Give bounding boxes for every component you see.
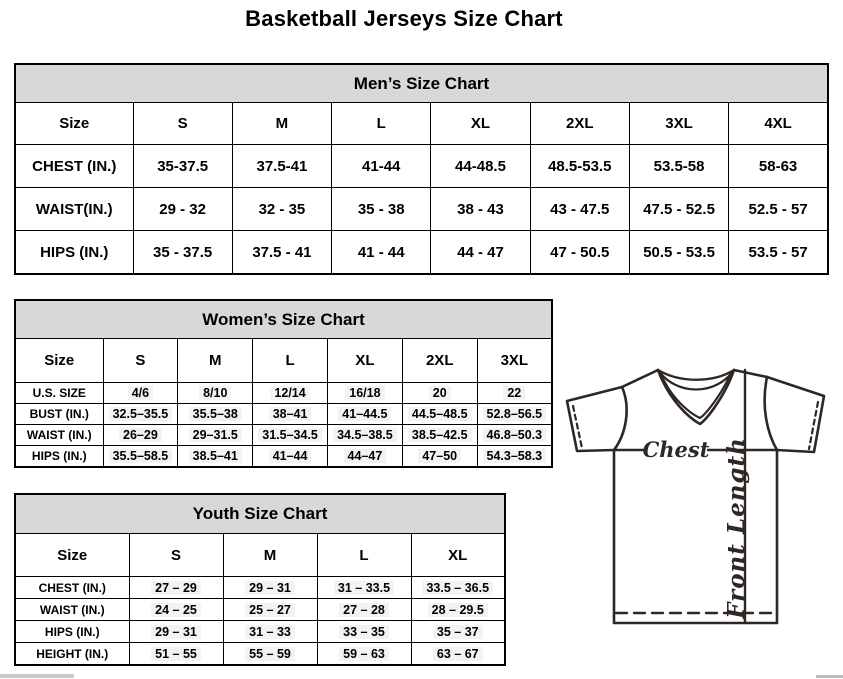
measure-row-label: CHEST (IN.) <box>15 145 133 188</box>
mens-size-chart-table <box>14 63 829 275</box>
jersey-collar-arc-1 <box>658 370 734 380</box>
size-column-header: L <box>332 103 431 145</box>
size-value-cell: 31 – 33 <box>223 621 317 643</box>
size-value-cell: 47.5 - 52.5 <box>629 188 728 231</box>
size-value-cell: 44-48.5 <box>431 145 530 188</box>
size-column-header: M <box>178 339 253 383</box>
measure-row-label: HIPS (IN.) <box>15 446 103 468</box>
size-value-cell: 29–31.5 <box>178 425 253 446</box>
size-column-header: M <box>232 103 331 145</box>
size-column-header: XL <box>327 339 402 383</box>
measure-row-label: WAIST (IN.) <box>15 599 129 621</box>
size-value-cell: 35 - 37.5 <box>133 231 232 275</box>
size-value-cell: 37.5 - 41 <box>232 231 331 275</box>
measure-row-label: HEIGHT (IN.) <box>15 643 129 666</box>
size-value-cell: 41–44 <box>253 446 328 468</box>
size-corner-label: Size <box>15 103 133 145</box>
size-value-cell: 44.5–48.5 <box>402 404 477 425</box>
size-value-cell: 48.5-53.5 <box>530 145 629 188</box>
size-value-cell: 28 – 29.5 <box>411 599 505 621</box>
table-title: Men’s Size Chart <box>15 64 828 103</box>
size-value-cell: 44–47 <box>327 446 402 468</box>
size-column-header: 2XL <box>402 339 477 383</box>
size-value-cell: 27 – 29 <box>129 577 223 599</box>
scrollbar-fragment-right[interactable] <box>816 675 843 678</box>
size-column-header: 3XL <box>629 103 728 145</box>
size-value-cell: 58-63 <box>729 145 828 188</box>
measure-row-label: WAIST (IN.) <box>15 425 103 446</box>
size-value-cell: 12/14 <box>253 383 328 404</box>
measure-row-label: BUST (IN.) <box>15 404 103 425</box>
size-value-cell: 22 <box>477 383 552 404</box>
womens-size-chart-table <box>14 299 553 468</box>
size-value-cell: 33 – 35 <box>317 621 411 643</box>
size-value-cell: 4/6 <box>103 383 178 404</box>
size-value-cell: 38–41 <box>253 404 328 425</box>
jersey-measurement-diagram <box>558 358 843 643</box>
size-value-cell: 47–50 <box>402 446 477 468</box>
size-value-cell: 41 - 44 <box>332 231 431 275</box>
size-column-header: L <box>317 534 411 577</box>
jersey-right-shoulder <box>734 370 767 377</box>
size-value-cell: 41-44 <box>332 145 431 188</box>
measure-row-label: WAIST(IN.) <box>15 188 133 231</box>
measure-row-label: HIPS (IN.) <box>15 231 133 275</box>
measure-row-label: CHEST (IN.) <box>15 577 129 599</box>
size-value-cell: 44 - 47 <box>431 231 530 275</box>
front-length-label: Front Length <box>723 437 750 619</box>
size-corner-label: Size <box>15 534 129 577</box>
size-value-cell: 37.5-41 <box>232 145 331 188</box>
size-value-cell: 55 – 59 <box>223 643 317 666</box>
size-value-cell: 26–29 <box>103 425 178 446</box>
size-value-cell: 29 - 32 <box>133 188 232 231</box>
table-title: Youth Size Chart <box>15 494 505 534</box>
size-corner-label: Size <box>15 339 103 383</box>
size-value-cell: 53.5 - 57 <box>729 231 828 275</box>
size-value-cell: 16/18 <box>327 383 402 404</box>
size-value-cell: 47 - 50.5 <box>530 231 629 275</box>
size-value-cell: 35.5–58.5 <box>103 446 178 468</box>
size-value-cell: 32.5–35.5 <box>103 404 178 425</box>
size-value-cell: 31 – 33.5 <box>317 577 411 599</box>
size-value-cell: 54.3–58.3 <box>477 446 552 468</box>
page-title: Basketball Jerseys Size Chart <box>245 6 563 31</box>
size-column-header: S <box>129 534 223 577</box>
size-value-cell: 8/10 <box>178 383 253 404</box>
jersey-body-outline <box>614 450 777 623</box>
size-value-cell: 20 <box>402 383 477 404</box>
size-value-cell: 29 – 31 <box>129 621 223 643</box>
size-value-cell: 35 – 37 <box>411 621 505 643</box>
size-value-cell: 43 - 47.5 <box>530 188 629 231</box>
size-column-header: L <box>253 339 328 383</box>
table-title: Women’s Size Chart <box>15 300 552 339</box>
size-column-header: 2XL <box>530 103 629 145</box>
size-column-header: 4XL <box>729 103 828 145</box>
size-value-cell: 51 – 55 <box>129 643 223 666</box>
size-value-cell: 32 - 35 <box>232 188 331 231</box>
size-value-cell: 24 – 25 <box>129 599 223 621</box>
size-value-cell: 29 – 31 <box>223 577 317 599</box>
size-column-header: M <box>223 534 317 577</box>
size-value-cell: 50.5 - 53.5 <box>629 231 728 275</box>
size-value-cell: 59 – 63 <box>317 643 411 666</box>
size-column-header: 3XL <box>477 339 552 383</box>
size-value-cell: 34.5–38.5 <box>327 425 402 446</box>
size-value-cell: 52.5 - 57 <box>729 188 828 231</box>
size-value-cell: 41–44.5 <box>327 404 402 425</box>
scrollbar-fragment-left[interactable] <box>0 674 74 678</box>
youth-size-chart-table <box>14 493 506 666</box>
jersey-right-sleeve-seam <box>765 377 777 450</box>
size-value-cell: 53.5-58 <box>629 145 728 188</box>
size-value-cell: 46.8–50.3 <box>477 425 552 446</box>
size-value-cell: 27 – 28 <box>317 599 411 621</box>
size-value-cell: 25 – 27 <box>223 599 317 621</box>
size-value-cell: 31.5–34.5 <box>253 425 328 446</box>
measure-row-label: HIPS (IN.) <box>15 621 129 643</box>
size-column-header: XL <box>411 534 505 577</box>
size-column-header: XL <box>431 103 530 145</box>
size-value-cell: 63 – 67 <box>411 643 505 666</box>
size-value-cell: 35 - 38 <box>332 188 431 231</box>
jersey-left-sleeve-seam <box>614 387 627 450</box>
size-value-cell: 35.5–38 <box>178 404 253 425</box>
size-value-cell: 52.8–56.5 <box>477 404 552 425</box>
size-value-cell: 33.5 – 36.5 <box>411 577 505 599</box>
size-value-cell: 38 - 43 <box>431 188 530 231</box>
size-value-cell: 38.5–41 <box>178 446 253 468</box>
chest-label: Chest <box>642 437 710 462</box>
size-column-header: S <box>133 103 232 145</box>
size-value-cell: 38.5–42.5 <box>402 425 477 446</box>
jersey-left-shoulder <box>622 370 658 387</box>
size-value-cell: 35-37.5 <box>133 145 232 188</box>
measure-row-label: U.S. SIZE <box>15 383 103 404</box>
size-column-header: S <box>103 339 178 383</box>
